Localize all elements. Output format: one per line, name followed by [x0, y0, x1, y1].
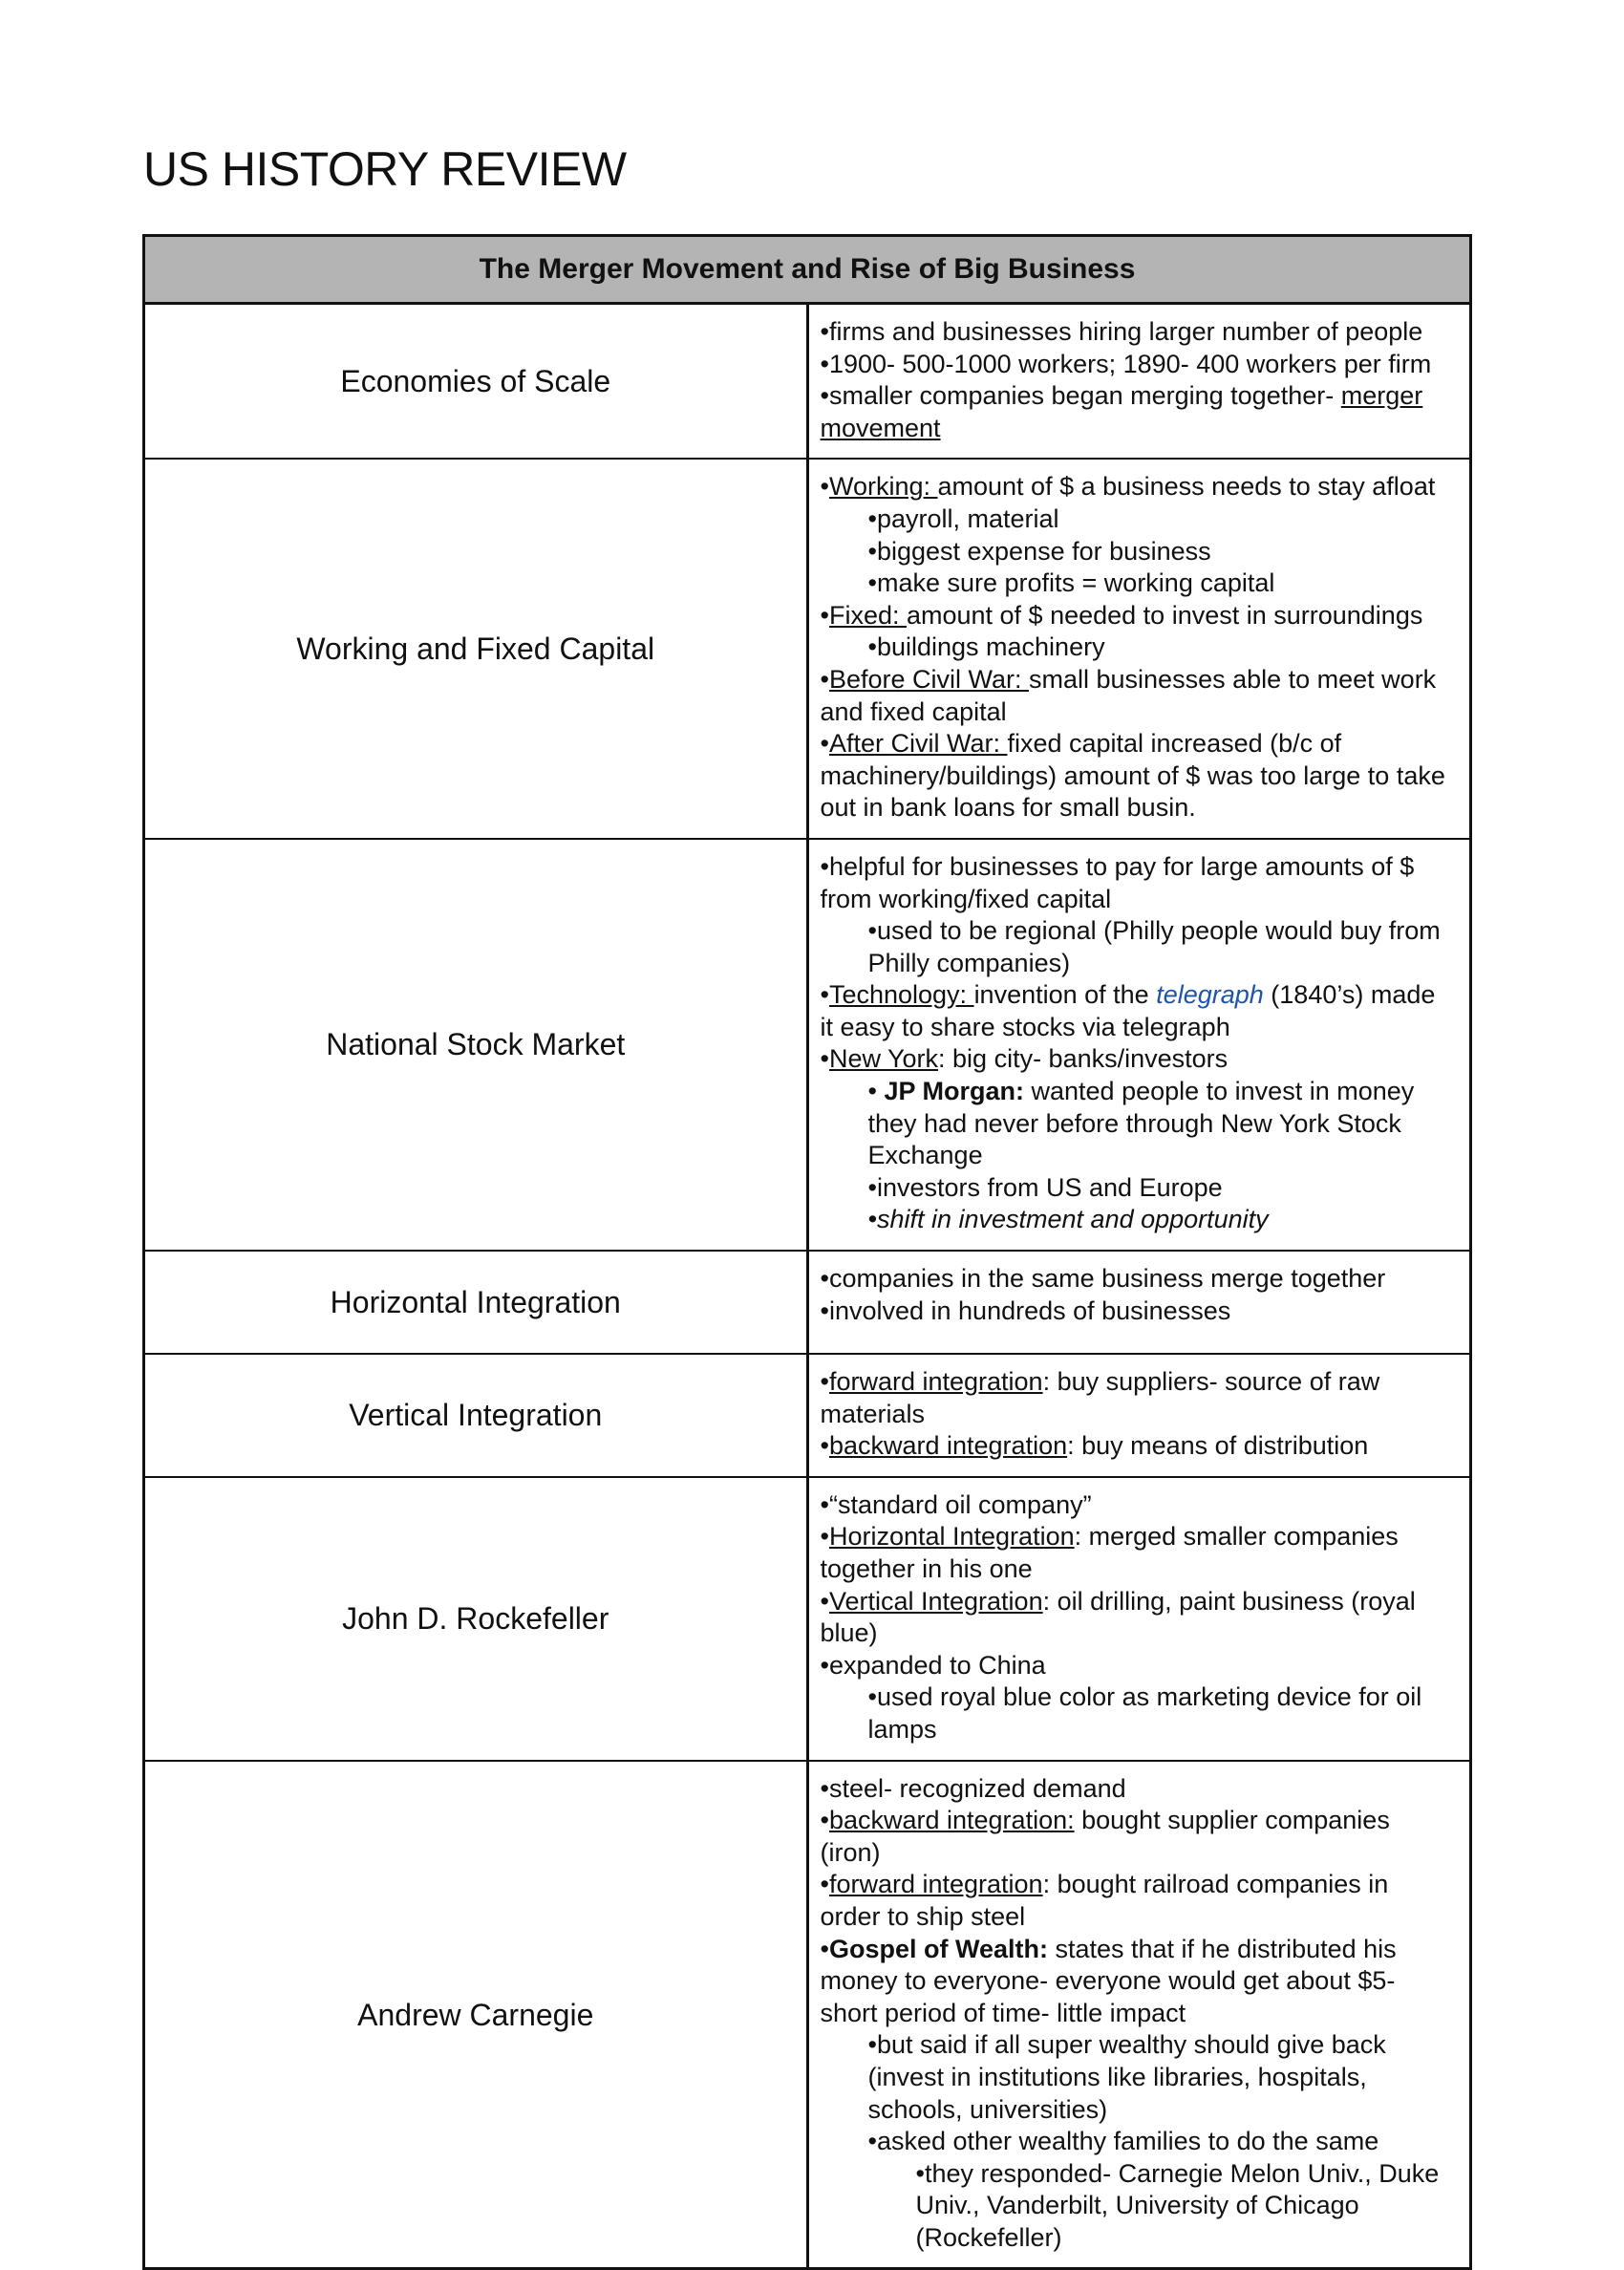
note-line: •but said if all super wealthy should give back (invest in institutions like libraries, hospitals, schools, universities)	[867, 2030, 1386, 2124]
notes-cell	[807, 459, 1471, 839]
notes-cell	[807, 304, 1471, 460]
underlined-term: forward integration	[828, 1367, 1043, 1397]
topic-cell: Economies of Scale	[144, 304, 808, 460]
note-line: •investors from US and Europe	[867, 1172, 1223, 1202]
note-line: •firms and businesses hiring larger number of people	[820, 317, 1423, 346]
underlined-term: backward integration:	[828, 1806, 1075, 1835]
topic-cell: Working and Fixed Capital	[144, 459, 808, 839]
note-line: •make sure profits = working capital	[867, 568, 1275, 598]
underlined-term: backward integration	[828, 1431, 1068, 1461]
bold-term: JP Morgan:	[884, 1077, 1024, 1106]
note-line: •asked other wealthy families to do the same	[867, 2127, 1379, 2156]
topic-cell: Vertical Integration	[144, 1354, 808, 1477]
topic-cell: Andrew Carnegie	[144, 1761, 808, 2269]
note-line: •biggest expense for business	[867, 536, 1211, 566]
table-row	[144, 839, 1471, 1251]
note-line: •Working: amount of $ a business needs to stay afloat	[820, 472, 1436, 502]
underlined-term: Working:	[828, 472, 938, 502]
underlined-term: New York	[828, 1044, 939, 1074]
table-row	[144, 459, 1471, 839]
underlined-term: Vertical Integration	[828, 1586, 1043, 1616]
note-line: •used to be regional (Philly people would buy from Philly companies)	[867, 916, 1441, 977]
note-line: •Fixed: amount of $ needed to invest in surroundings	[820, 600, 1423, 630]
notes-cell	[807, 1354, 1471, 1477]
note-line: •steel- recognized demand	[820, 1773, 1126, 1803]
underlined-term: After Civil War:	[828, 729, 1008, 759]
table-header-row	[144, 236, 1471, 304]
topic-cell: John D. Rockefeller	[144, 1477, 808, 1761]
notes-cell	[807, 1477, 1471, 1761]
note-line: •forward integration: buy suppliers- source of raw materials	[820, 1367, 1380, 1428]
bold-term: Gospel of Wealth:	[828, 1934, 1048, 1963]
note-line: •used royal blue color as marketing device for oil lamps	[867, 1682, 1422, 1744]
underlined-term: Technology:	[828, 980, 974, 1010]
note-line: •smaller companies began merging together- merger movement	[820, 381, 1423, 442]
note-line: •Technology: invention of the telegraph (1840’s) made it easy to share stocks via telegraph	[820, 980, 1436, 1041]
note-line: •backward integration: buy means of distribution	[820, 1431, 1369, 1461]
table-header: The Merger Movement and Rise of Big Business	[144, 236, 1471, 304]
note-line: •payroll, material	[867, 503, 1059, 533]
telegraph-term: telegraph	[1156, 980, 1264, 1010]
note-line: •New York: big city- banks/investors	[820, 1044, 1229, 1074]
table-row	[144, 1251, 1471, 1354]
table-row	[144, 1761, 1471, 2269]
topic-cell: National Stock Market	[144, 839, 808, 1251]
note-line: •buildings machinery	[867, 632, 1105, 662]
note-line: •Before Civil War: small businesses able to meet work and fixed capital	[820, 664, 1437, 726]
topic-cell: Horizontal Integration	[144, 1251, 808, 1354]
note-line: •Gospel of Wealth: states that if he distributed his money to everyone- everyone would get about $5- short period of time- little impact	[820, 1934, 1397, 2027]
table-row	[144, 304, 1471, 460]
underlined-term: Horizontal Integration	[828, 1522, 1075, 1552]
notes-cell	[807, 1761, 1471, 2269]
underlined-term: Before Civil War:	[828, 664, 1029, 694]
note-line: •expanded to China	[820, 1650, 1046, 1680]
note-line: •After Civil War: fixed capital increased (b/c of machinery/buildings) amount of $ was too large to take out in bank loans for small busin.	[820, 729, 1445, 823]
note-line: •helpful for businesses to pay for large amounts of $ from working/fixed capital	[820, 851, 1415, 913]
review-table	[142, 234, 1472, 2270]
table-row	[144, 1477, 1471, 1761]
note-line: •forward integration: bought railroad companies in order to ship steel	[820, 1870, 1389, 1931]
note-line: •1900- 500-1000 workers; 1890- 400 workers per firm	[820, 349, 1432, 378]
note-line: •Vertical Integration: oil drilling, paint business (royal blue)	[820, 1586, 1416, 1648]
note-line: •Horizontal Integration: merged smaller companies together in his one	[820, 1522, 1399, 1583]
page-title: US HISTORY REVIEW	[143, 142, 627, 196]
note-line: •they responded- Carnegie Melon Univ., Duke Univ., Vanderbilt, University of Chicago (Rockefeller)	[915, 2158, 1440, 2252]
note-line: •backward integration: bought supplier companies (iron)	[820, 1806, 1390, 1867]
note-line: •“standard oil company”	[820, 1489, 1092, 1519]
note-line: •involved in hundreds of businesses	[820, 1296, 1231, 1325]
note-line: •companies in the same business merge together	[820, 1264, 1386, 1294]
underlined-term: Fixed:	[828, 600, 907, 630]
underlined-term: forward integration	[828, 1870, 1043, 1899]
note-line: •shift in investment and opportunity	[867, 1205, 1269, 1234]
underlined-term: merger movement	[820, 381, 1423, 442]
table-row	[144, 1354, 1471, 1477]
note-line: • JP Morgan: wanted people to invest in money they had never before through New York Stock Exchange	[867, 1077, 1415, 1170]
notes-cell	[807, 1251, 1471, 1354]
notes-cell	[807, 839, 1471, 1251]
